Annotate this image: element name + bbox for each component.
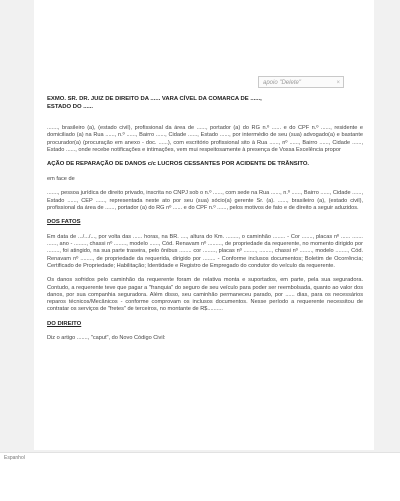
court-title (47, 96, 363, 111)
direito-heading: DO DIREITO (47, 320, 82, 327)
language-label[interactable]: Espanhol (4, 455, 25, 461)
em-face-text: em face de (47, 175, 75, 182)
document-top-area (34, 0, 374, 68)
document-page (34, 68, 374, 450)
fatos-heading: DOS FATOS (47, 219, 81, 226)
court-title-line2: ESTADO DO ...... (47, 103, 94, 110)
direito-paragraph-1: Diz o artigo ......., "caput", do Novo Código Civil: (47, 335, 166, 342)
court-title-line1: EXMO. SR. DR. JUIZ DE DIREITO DA ...... VARA CÍVEL DA COMARCA DE ......, (47, 96, 262, 102)
plaintiff-paragraph: ......., brasileiro (a), (estado civil), profissional da área de ......, portador (a) do RG n.º ...... e do CPF n.º ......, residente e domiciliado (a) na Rua ......, n.º ......, Bairro ......, Cidade ......, Estado ......, por intermédio de seu (sua) advogado(a) e bastante procurador(a) (procuração em anexo - doc. ......), com escritório profissional sito à Rua ......, nº ......, Bairro ......, Cidade ......, Estado ......, onde recebe notificações e intimações, vem mui respeitosamente à presença de Vossa Excelência propor (47, 125, 363, 154)
defendant-paragraph: ......., pessoa jurídica de direito privado, inscrita no CNPJ sob o n.º ......, com sede na Rua ......, n.º ......, Bairro ......, Cidade ......, Estado ......, CEP ......, representada neste ato por seu (sua) sócio(a) gerente Sr. (a). ......, brasileiro (a), (estado civil), profissional da área de ......, portador (a) do RG nº ...... e do CPF n.º ......, pelos motivos de fato e de direito a seguir aduzidos. (47, 190, 363, 211)
action-title: AÇÃO DE REPARAÇÃO DE DANOS c/c LUCROS CESSANTES POR ACIDENTE DE TRÂNSITO. (47, 161, 310, 168)
delete-tag-label: apoio "Delete" (263, 80, 301, 86)
document-content (47, 96, 363, 350)
delete-tag-button[interactable] (258, 76, 344, 88)
close-icon[interactable]: × (336, 80, 340, 86)
fatos-paragraph-2: Os danos sofridos pelo caminhão da requerente foram de relativa monta e suportados, em parte, pela sua seguradora. Contudo, a requerente teve que pagar a "franquia" do seguro de seu veículo para poder ser reembolsada, quanto ao valor dos danos, por sua companhia seguradora. Além disso, seu caminhão permaneceu parado, por ...... dias, para os necessários reparos técnicos/Mecânicos - conforme comprovam os inclusos documentos. Nesse período a requerente necessitou de contratar os serviços de "fretes" de terceiros, no montante de R$.......... (47, 277, 363, 313)
fatos-paragraph-1: Em data de .../.../..., por volta das ...... horas, na BR. ...., altura do Km. ........, o caminhão ........ - Cor ......., placas nº ...... ....... ......, ano - ........, chassi nº ........, modelo ......, Cód. Renavam nº ........., de propriedade da requerente, no momento dirigido por ........, foi atingido, na sua parte traseira, pelo ônibus ........ cor ........, placas nº ........, ........, chassi nº ........, modelo ........, Cód. Renavam nº ........, de propriedade da requerida, dirigido por ........ - Conforme inclusos documentos; Boletim de Ocorrência; Certificado de Propriedade; Habilitação; Identidade e Registro de Empregado do condutor do veículo da requerente. (47, 233, 363, 269)
status-bar (0, 452, 400, 501)
